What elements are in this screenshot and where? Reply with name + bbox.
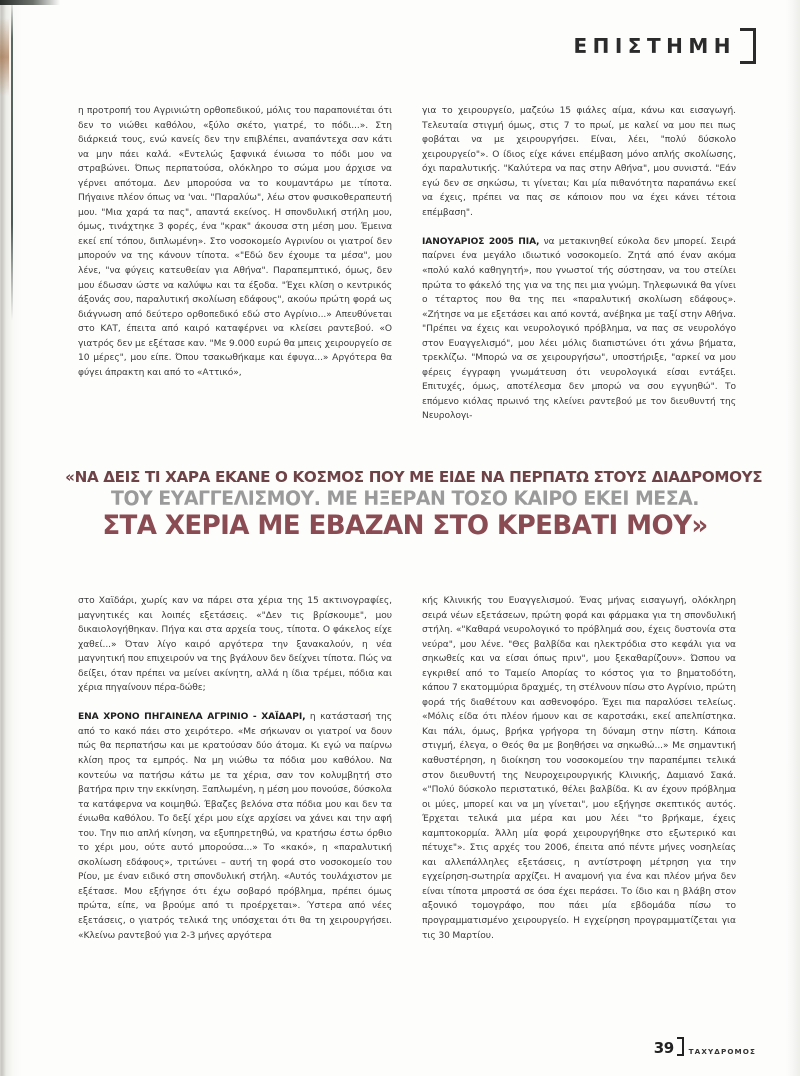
- paragraph-lead-in: ΕΝΑ ΧΡΟΝΟ ΠΗΓΑΙΝΕΛΑ ΑΓΡΙΝΙΟ - ΧΑΪΔΑΡΙ,: [78, 712, 306, 723]
- section-kicker-label: ΕΠΙΣΤΗΜΗ: [573, 34, 736, 58]
- section-kicker: [573, 28, 756, 64]
- lower-right-column: [422, 594, 736, 943]
- pull-quote-line-3: ΣΤΑ ΧΕΡΙΑ ΜΕ ΕΒΑΖΑΝ ΣΤΟ ΚΡΕΒΑΤΙ ΜΟΥ»: [102, 510, 708, 541]
- paragraph-with-lead-in: [422, 235, 736, 424]
- page-footer: [654, 1037, 756, 1056]
- scan-edge-dark-line: [11, 0, 13, 320]
- upper-text-columns: [78, 104, 736, 424]
- pull-quote-line-1: «ΝΑ ΔΕΙΣ ΤΙ ΧΑΡΑ ΕΚΑΝΕ Ο ΚΟΣΜΟΣ ΠΟΥ ΜΕ ΕΙΔΕ ΝΑ ΠΕΡΠΑΤΩ ΣΤΟΥΣ ΔΙΑΔΡΟΜΟΥΣ: [65, 468, 763, 486]
- bracket-icon: [740, 28, 756, 64]
- upper-left-column: [78, 104, 392, 424]
- scan-edge-top-mark: [0, 0, 60, 5]
- paragraph-text: να μετακινηθεί εύκολα δεν μπορεί. Σειρά παίρνει ένα μεγάλο ιδιωτικό νοσοκομείο. Ζητά από έναν ακόμα «πολύ καλό καθηγητή», που γνωστοί τής σύστησαν, να του στείλει πρώτα το φάκελό της για να της πει μια γνώμη. Τηλεφωνικά θα γίνει ο τέταρτος που θα της πει «παραλυτική σκολίωση εδάφους». «Ζήτησε να με εξετάσει και από κοντά, ανέβηκα με ταξί στην Αθήνα. "Πρέπει να έχεις και νευρολογικό πρόβλημα, να πας σε νευρολόγο στον Ευαγγελισμό", μου λέει μόλις διαπιστώνει ότι χάνω βήματα, τρεκλίζω. "Μπορώ να σε χειρουργήσω", υποστήριξε, "αρκεί να μου φέρεις έγγραφη γνωμάτευση ότι νευρολογικά είσαι εντάξει. Επιτυχές, όμως, αποτέλεσμα δεν μπορώ να σου εγγυηθώ". Το επόμενο κιόλας πρωινό της κλείνει ραντεβού με τον διευθυντή της Νευρολογι-: [422, 236, 736, 422]
- pull-quote: [60, 468, 763, 541]
- lower-text-columns: [78, 594, 736, 943]
- magazine-masthead: ΤΑΧΥΔΡΟΜΟΣ: [688, 1047, 756, 1056]
- paragraph-text: η κατάστασή της από το κακό πάει στο χειρότερο. «Με σήκωναν οι γιατροί να δουν πώς θα περπατήσω και με κρατούσαν δύο άτομα. Κι εγώ να παίρνω κλίση προς τα εμπρός. Να μη νιώθω τα πόδια μου καθόλου. Να κοντεύω να πατήσω κάτω με τα χέρια, σαν τον κολυμβητή στο βατήρα πριν την εκκίνηση. Ξαπλωμένη, η μέση μου πονούσε, δύσκολα τα κατάφερνα να κοιμηθώ. Έβαζες βελόνα στα πόδια μου και δεν τα ένιωθα καθόλου. Το δεξί χέρι μου είχε αρχίσει να χάνει και την αφή του. Την πιο απλή κίνηση, να εξυπηρετηθώ, να κρατήσω έστω όρθιο το χέρι μου, ούτε αυτό μπορούσα...» Το «κακό», η «παραλυτική σκολίωση εδάφους», τριτώνει – αυτή τη φορά στο νοσοκομείο του Ρίου, με έναν ειδικό στη σπονδυλική στήλη. «Αυτός τουλάχιστον με εξέτασε. Μου εξήγησε ότι έχω σοβαρό πρόβλημα, πρέπει όμως πρώτα, είπε, να βρούμε από τι προέρχεται». Ύστερα από νέες εξετάσεις, ο γιατρός τελικά της υπόσχεται ότι θα τη χειρουργήσει. «Κλείνω ραντεβού για 2-3 μήνες αργότερα: [78, 712, 392, 941]
- scan-edge-warm-streak: [0, 18, 9, 96]
- paragraph: η προτροπή του Αγρινιώτη ορθοπεδικού, μόλις του παραπονιέται ότι δεν το νιώθει καθόλου, «ξύλο σκέτο, γιατρέ, το πόδι...». Στη διάρκειά τους, ενώ κανείς δεν την επιβλέπει, αναπάντεχα σαν κάτι να μην πάει καλά. «Εντελώς ξαφνικά ένιωσα το πόδι μου να στραβώνει. Όπως περπατούσα, ολόκληρο το σώμα μου άρχισε να γέρνει απότομα. Δεν μπορούσα να το κουμαντάρω με τίποτα. Πήγαινε πλέον όπως να 'ναι. "Παραλύω", λέω στον φυσικοθεραπευτή μου. "Μια χαρά τα πας", απαντά εκείνος. Η σπονδυλική στήλη μου, όμως, τινάχτηκε 3 φορές, ένα "κρακ" άκουσα στη μέση μου. Έμεινα εκεί επί τόπου, διπλωμένη». Στο νοσοκομείο Αγρινίου οι γιατροί δεν μπορούν να της κάνουν τίποτα. «"Εδώ δεν έχουμε τα μέσα", μου λένε, "να φύγεις κατευθείαν για Αθήνα". Παραπεμπτικό, όμως, δεν μου έδωσαν ώστε να καλύψω και τα έξοδα. "Έχει κλίση ο κεντρικός άξονάς σου, παραλυτική σκολίωση εδάφους", ακούω πρώτη φορά ως διάγνωση από δεύτερο ορθοπεδικό εδώ στο Αγρίνιο...» Απευθύνεται στο ΚΑΤ, έπειτα από καιρό καταφέρνει να κλείσει ραντεβού. «Ο γιατρός δεν με εξέτασε καν. "Με 9.000 ευρώ θα μπεις χειρουργείο σε 10 μέρες", μου είπε. Όπου τσακωθήκαμε και έφυγα...» Αργότερα θα φύγει άπρακτη και από το «Αττικό»,: [78, 106, 392, 378]
- lower-left-column: [78, 594, 392, 943]
- scan-edge-shadow-right: [786, 0, 800, 1076]
- upper-right-column: [422, 104, 736, 424]
- paragraph-lead-in: ΙΑΝΟΥΑΡΙΟΣ 2005 ΠΙΑ,: [422, 236, 540, 247]
- paragraph: κής Κλινικής του Ευαγγελισμού. Ένας μήνας εισαγωγή, ολόκληρη σειρά νέων εξετάσεων, πρώτη φορά και φάρμακα για τη σπονδυλική στήλη. «"Καθαρά νευρολογικό το πρόβλημά σου, έχεις δυστονία στα νεύρα", μου λένε. "Θες βαλβίδα και ηλεκτρόδια στο κεφάλι για να σηκωθείς και να είσαι όπως πριν", μου ξεκαθαρίζουν». Ώσπου να εγκριθεί από το Ταμείο Απορίας το κόστος για το βηματοδότη, κάπου 7 εκατομμύρια δραχμές, τη στέλνουν πίσω στο Αγρίνιο, πρώτη φορά τής διαθέτουν και ασθενοφόρο. Έχει πια παραλύσει τελείως. «Μόλις είδα ότι πλέον ήμουν και σε καροτσάκι, εκεί απελπίστηκα. Και πάλι, όμως, βρήκα γρήγορα τη δύναμη στην πίστη. Κάποια στιγμή, έλεγα, ο Θεός θα με βοηθήσει να σηκωθώ...» Με σημαντική καθυστέρηση, η διοίκηση του νοσοκομείου την παραπέμπει τελικά στον διευθυντή της Νευροχειρουργικής Κλινικής, Δαμιανό Σακά. «"Πολύ δύσκολο περιστατικό, θέλει βαλβίδα. Κι αν έχουν πρόβλημα οι μύες, μπορεί και να μη γίνεται", μου εξήγησε σκεπτικός αυτός. Έρχεται τελικά μια μέρα και μου λέει "το βρήκαμε, έχεις καμπτοκορμία. Άλλη μία φορά χειρουργήθηκε στο εξωτερικό και πέτυχε"». Στις αρχές του 2006, έπειτα από πέντε μήνες νοσηλείας και αλλεπάλληλες εξετάσεις, η αντίστροφη μέτρηση για την εγχείρηση-σωτηρία αρχίζει. Η αναμονή για ένα και πλέον μήνα δεν είναι τίποτα μπροστά σε όσα έχει περάσει. Το ίδιο και η βλάβη στον αξονικό τομογράφο, που πάει μία εβδομάδα πίσω το προγραμματισμένο χειρουργείο. Η εγχείρηση προγραμματίζεται για τις 30 Μαρτίου.: [422, 596, 736, 941]
- page-number: 39: [653, 1039, 674, 1057]
- paragraph: για το χειρουργείο, μαζεύω 15 φιάλες αίμα, κάνω και εισαγωγή. Τελευταία στιγμή όμως, στις 7 το πρωί, με καλεί να μου πει πως φοβάται να με χειρουργήσει. Είναι, λέει, "πολύ δύσκολο χειρουργείο"». Ο ίδιος είχε κάνει επέμβαση μόνο απλής σκολίωσης, όχι παραλυτικής. "Καλύτερα να πας στην Αθήνα", μου συνιστά. "Εάν εγώ δεν σε σηκώσω, τι γίνεται; Και μία πιθανότητα παραπάνω εκεί να έχεις, πρέπει να πας σε κάποιον που να έχει κάνει τέτοια επέμβαση".: [422, 106, 736, 218]
- bracket-icon: [677, 1037, 684, 1056]
- paragraph: στο Χαϊδάρι, χωρίς καν να πάρει στα χέρια της 15 ακτινογραφίες, μαγνητικές και λοιπές εξετάσεις. «"Δεν τις βρίσκουμε", μου δικαιολογήθηκαν. Πήγα και στα αρχεία τους, τίποτα. Ο φάκελος είχε χαθεί...» Όταν λίγο καιρό αργότερα την ξανακαλούν, η νέα μαγνητική που επιχειρούν να της βγάλουν δεν δείχνει τίποτα. Πώς να δείξει, όταν πρέπει να μείνει ακίνητη, αλλά η ίδια τρέμει, πόδια και χέρια πηγαίνουν πέρα-δώθε;: [78, 596, 392, 694]
- paragraph-with-lead-in: [78, 710, 392, 943]
- pull-quote-line-2: ΤΟΥ ΕΥΑΓΓΕΛΙΣΜΟΥ. ΜΕ ΗΞΕΡΑΝ ΤΟΣΟ ΚΑΙΡΟ ΕΚΕΙ ΜΕΣΑ.: [111, 487, 699, 510]
